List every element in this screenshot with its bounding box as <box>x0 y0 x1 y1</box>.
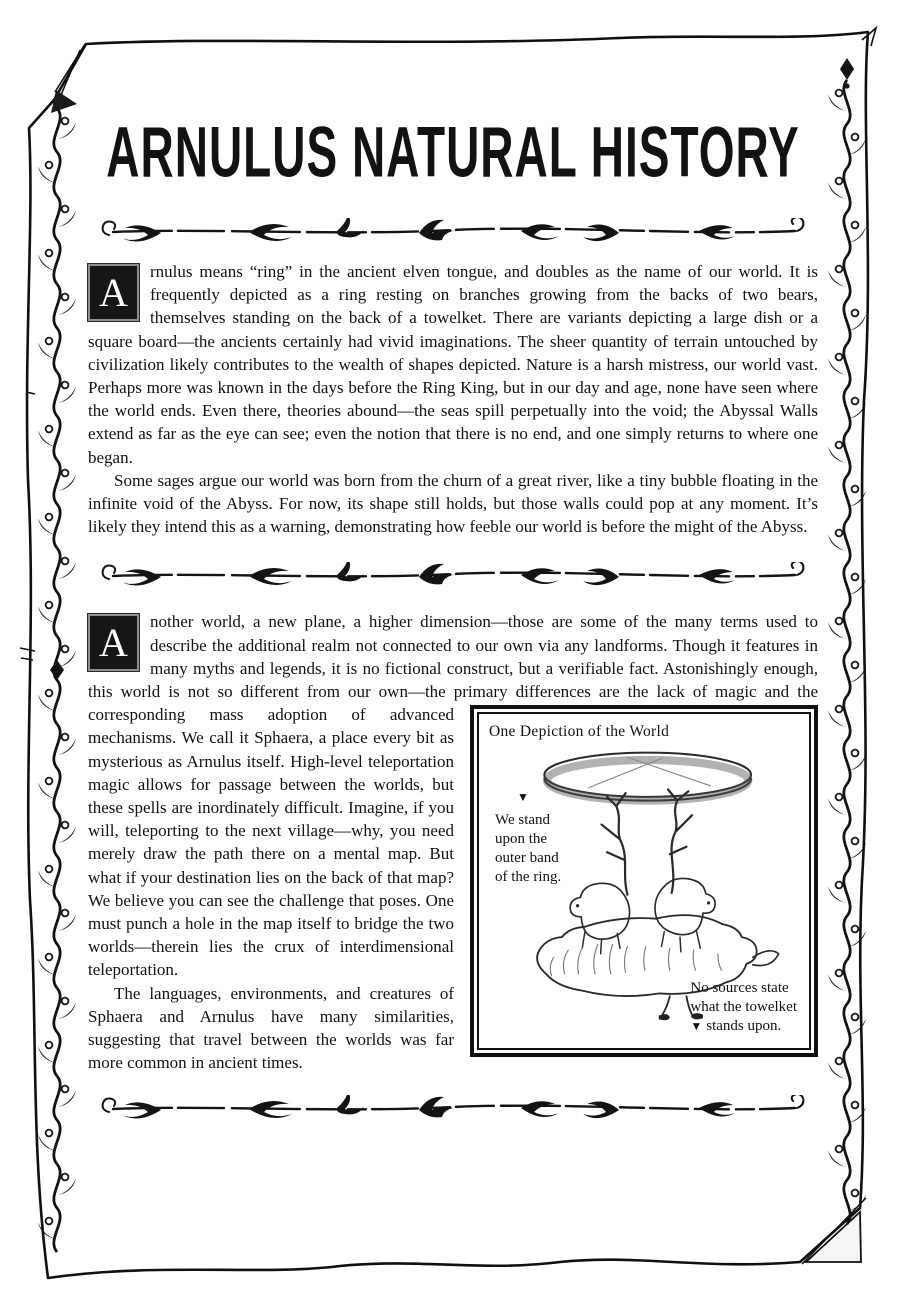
paragraph-text: adoption of advanced mechanisms. We call it Sphaera, a place every bit as mysterious as Arnulus itself. High-level teleportation magic allows for passage between the worlds, but these spells are inordinately difficult. Imagine, if you will, teleporting to the next village—why, you need merely draw the path there on a mental map. But what if your destination lies on the back of that map? We believe you can see the challenge that poses. One must punch a hole in the map itself to bridge the two worlds—therein lies the crux of interdimensional teleportation. <box>88 705 454 980</box>
section-two <box>88 610 818 1074</box>
figure-label-line: what the towelket <box>690 999 797 1016</box>
figure-label-line <box>690 1017 797 1036</box>
page-content <box>88 70 818 1123</box>
paragraph-text: nother world, a new plane, a higher dimension—those are some of the many terms used to describe the additional realm not connected to our own via any landforms. Though it features in many myths and legends, it is no fictional construct, but a verifiable fact. Astonishingly enough, this world is not so different from our own—the primary differences are the lack of magic and the corresponding mass <box>88 612 818 725</box>
body-paragraph <box>88 469 818 539</box>
figure-label-right <box>690 979 797 1036</box>
body-paragraph <box>88 260 818 469</box>
paragraph-text: The languages, environments, and creatures of Sphaera and Arnulus have many similarities, suggesting that travel between the worlds was far more common in ancient times. <box>88 983 454 1073</box>
section-divider-icon <box>97 218 809 246</box>
paragraph-text: Some sages argue our world was born from the churn of a great river, like a tiny bubble floating in the infinite void of the Abyss. For now, its shape still holds, but those walls could pop at any moment. It’s likely they intend this as a warning, demonstrating how feeble our world is before the might of the Abyss. <box>88 470 818 537</box>
page-title-wrap <box>88 110 818 206</box>
figure-label-line: We stand <box>495 812 551 829</box>
figure-label-line: No sources state <box>690 980 789 997</box>
down-arrow-icon: ▼ <box>517 790 529 805</box>
dropcap-letter: A <box>88 614 139 671</box>
figure-caption: One Depiction of the World <box>489 723 670 741</box>
figure-inner-frame <box>477 712 811 1050</box>
page-title: ARNULUS NATURAL HISTORY <box>106 111 800 193</box>
figure-label-line: upon the <box>495 831 548 848</box>
section-divider-icon <box>97 562 809 590</box>
dropcap-letter: A <box>88 264 139 321</box>
figure-label-line: of the ring. <box>495 869 562 886</box>
figure-label-left <box>495 788 561 887</box>
figure-box <box>470 705 818 1057</box>
section-divider-icon <box>97 1095 809 1123</box>
figure-label-line-text: stands upon. <box>706 1018 782 1035</box>
figure-label-line: outer band <box>495 850 559 867</box>
down-arrow-icon: ▼ <box>690 1019 703 1034</box>
paragraph-text: rnulus means “ring” in the ancient elven tongue, and doubles as the name of our world. It is frequently depicted as a ring resting on branches growing from the backs of two bears, themselves standing on the back of a towelket. There are variants depicting a large dish or a square board—the ancients certainly had vivid imaginations. The sheer quantity of terrain untouched by civilization likely contributes to the wealth of shapes depicted. Nature is a harsh mistress, our world vast. Perhaps more was known in the days before the Ring King, but in our day and age, none have seen where the world ends. Even there, theories abound—the seas spill perpetually into the void; the Abyssal Walls extend as far as the eye can see; even the notion that there is no end, and one simply returns to where one began. <box>88 262 818 467</box>
